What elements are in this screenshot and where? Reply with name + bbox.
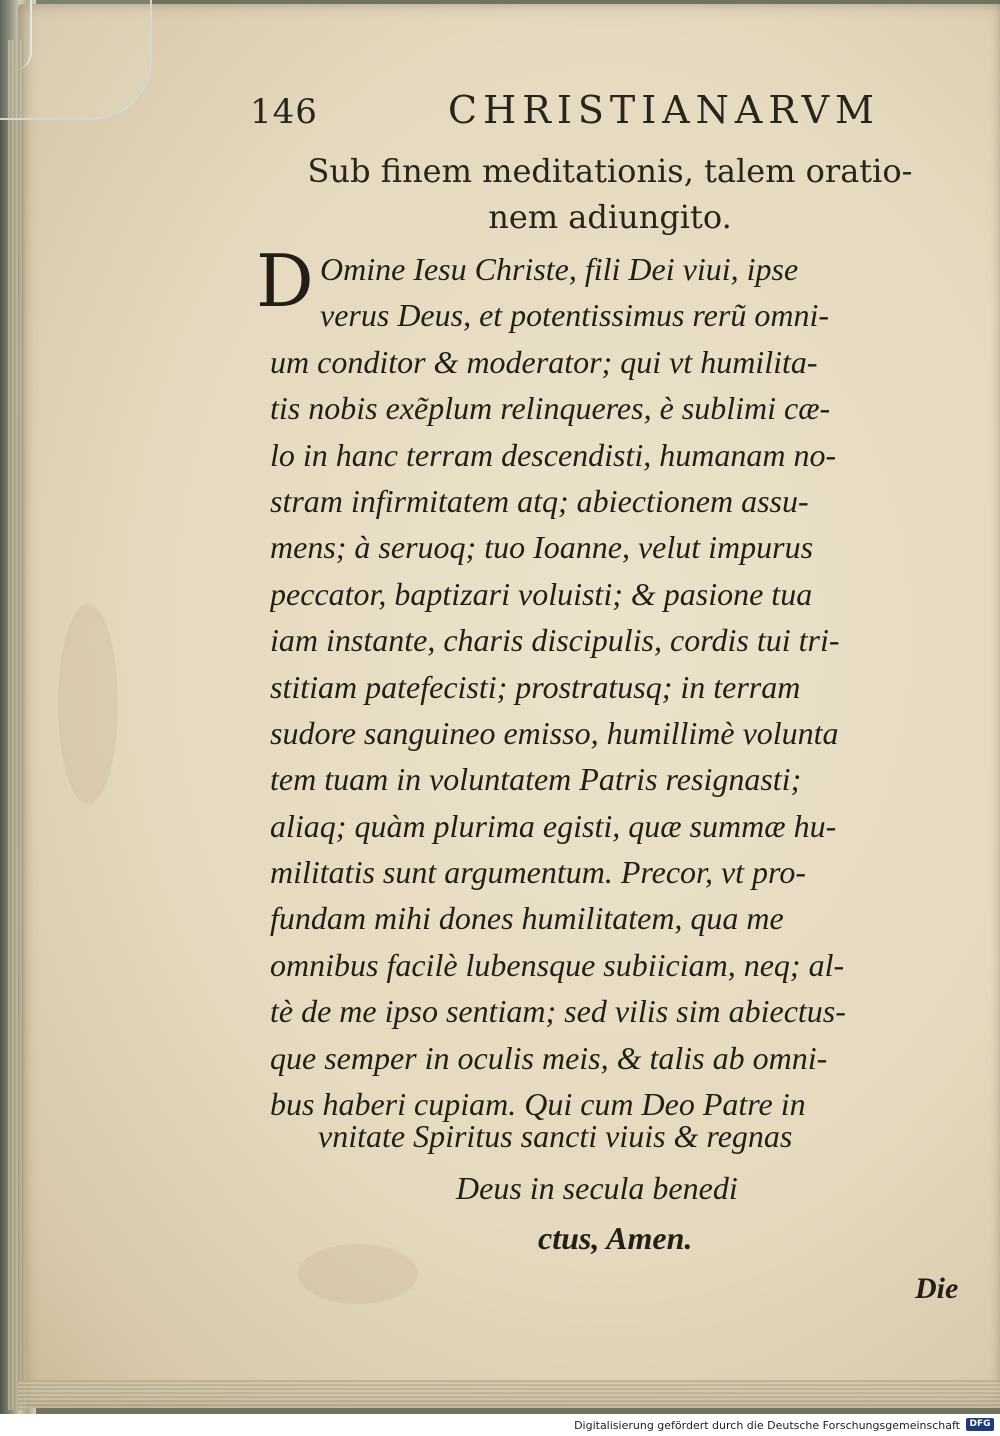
dfg-logo: DFG [966, 1418, 994, 1431]
paper-stain [298, 1244, 418, 1304]
text-line: tem tuam in voluntatem Patris resignasti; [270, 761, 802, 798]
paper-stain [58, 604, 118, 804]
digitization-footer [0, 1414, 1000, 1436]
running-head [0, 80, 1000, 140]
closing-line: ctus, Amen. [538, 1220, 693, 1256]
funding-credit: Digitalisierung gefördert durch die Deutsche Forschungsgemeinschaft [574, 1419, 960, 1432]
text-line: stram infirmitatem atq; abiectionem assu- [270, 482, 809, 519]
heading-line: Sub finem meditationis, talem oratio- [307, 152, 913, 190]
page-edges-bottom [18, 1380, 1000, 1408]
text-line: aliaq; quàm plurima egisti, quæ summæ hu- [270, 807, 837, 844]
text-line: que semper in oculis meis, & talis ab omni- [270, 1039, 828, 1076]
text-line: omnibus facilè lubensque subiiciam, neq; al- [270, 946, 845, 983]
closing-line: Deus in secula benedi [456, 1170, 738, 1206]
closing-line: vnitate Spiritus sancti viuis & regnas [318, 1118, 793, 1154]
page-number: 146 [250, 92, 318, 132]
text-line: tè de me ipso sentiam; sed vilis sim abiectus- [270, 993, 846, 1030]
text-line: bus haberi cupiam. Qui cum Deo Patre in [270, 1086, 806, 1123]
text-line: tis nobis exẽplum relinqueres, è sublimi cæ- [270, 390, 831, 427]
bookmark-clip-inner [0, 0, 32, 70]
text-line: iam instante, charis discipulis, cordis tui tri- [270, 622, 840, 659]
page-edges-left [8, 40, 26, 1410]
text-line: verus Deus, et potentissimus rerũ omni- [320, 297, 829, 334]
text-line: Omine Iesu Christe, fili Dei viui, ipse [320, 251, 799, 287]
text-line: peccator, baptizari voluisti; & pasione tua [270, 575, 813, 612]
heading-line: nem adiungito. [488, 198, 732, 236]
text-line: fundam mihi dones humilitatem, qua me [270, 900, 784, 937]
text-line: lo in hanc terram descendisti, humanam no- [270, 436, 837, 473]
running-title: CHRISTIANARVM [448, 88, 880, 132]
text-line: mens; à seruoq; tuo Ioanne, velut impurus [270, 529, 814, 566]
text-line: um conditor & moderator; qui vt humilita- [270, 343, 818, 380]
catchword: Die [915, 1272, 959, 1305]
text-line: stitiam patefecisti; prostratusq; in terram [270, 668, 801, 705]
text-line: militatis sunt argumentum. Precor, vt pro- [270, 854, 806, 891]
prayer-text [270, 246, 982, 1127]
text-line: sudore sanguineo emisso, humillimè volunta [270, 714, 839, 751]
section-heading [250, 148, 970, 240]
drop-cap: D [256, 239, 314, 323]
